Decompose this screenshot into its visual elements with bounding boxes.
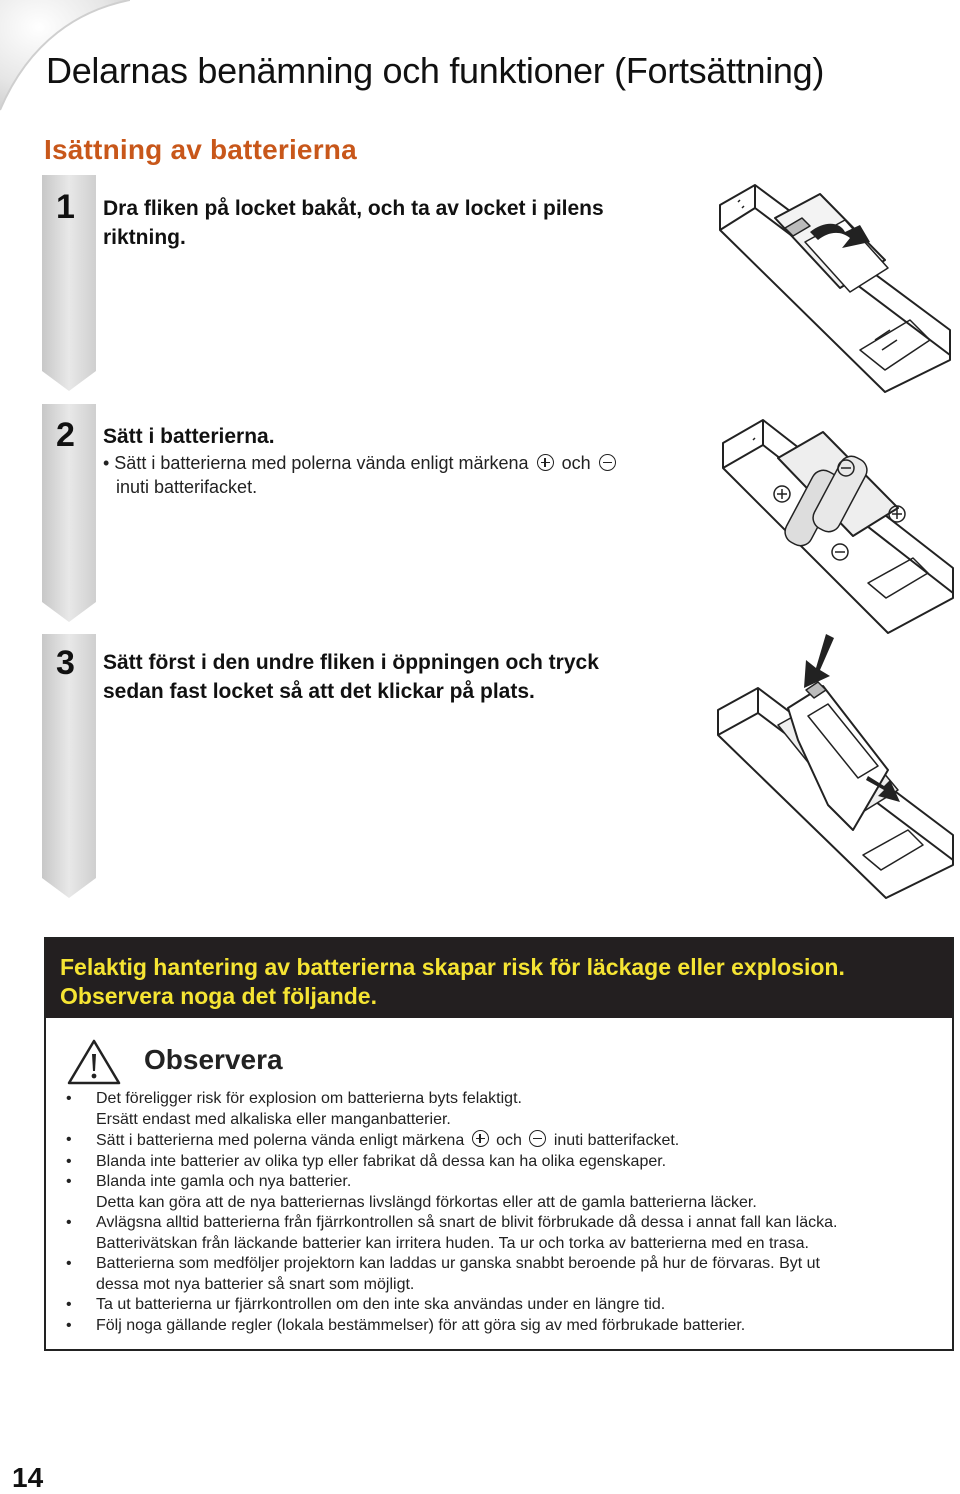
list-item-text: och (496, 1132, 522, 1149)
list-item (66, 1130, 946, 1152)
section-title: Isättning av batterierna (44, 134, 357, 165)
list-item-line: • Blanda inte gamla och nya batterier. (96, 1173, 352, 1190)
list-item-line: • Det föreligger risk för explosion om batterierna byts felaktigt. (96, 1090, 522, 1107)
step-3-line-2: sedan fast locket så att det klickar på plats. (103, 680, 535, 703)
list-item-line: Detta kan göra att de nya batteriernas livslängd förkortas eller att de gamla batterierna läcker. (96, 1193, 757, 1211)
step-2-number: 2 (56, 416, 75, 454)
caution-list (66, 1089, 946, 1336)
step-2-text (103, 422, 619, 499)
warning-box (44, 937, 954, 1351)
page-number: 14 (12, 1462, 44, 1493)
list-item (66, 1254, 946, 1295)
warning-headline-line-1: Felaktig hantering av batterierna skapar risk för läckage eller explosion. (60, 954, 845, 980)
step-1-number: 1 (56, 188, 75, 226)
minus-icon (599, 454, 616, 471)
list-item-line: Ersätt endast med alkaliska eller manganbatterier. (96, 1110, 451, 1128)
warning-triangle-icon (66, 1038, 122, 1086)
page-title: Delarnas benämning och funktioner (Fortsättning) (46, 50, 825, 91)
remote-cover-removal-illustration (710, 180, 960, 395)
caution-title: Observera (144, 1044, 283, 1075)
list-item-line (96, 1130, 946, 1152)
list-item (66, 1316, 946, 1337)
list-item-line: • Avlägsna alltid batterierna från fjärrkontrollen så snart de blivit förbrukade då dessa i annat fall kan läcka. (96, 1214, 838, 1231)
list-item-line: • Blanda inte batterier av olika typ eller fabrikat då dessa kan ha olika egenskaper. (96, 1152, 667, 1170)
list-item (66, 1295, 946, 1316)
plus-icon (472, 1130, 489, 1147)
caution-row (46, 1018, 952, 1078)
list-item-line: Batterivätskan från läckande batterier kan irritera huden. Ta ur och torka av batterierna med en trasa. (96, 1234, 809, 1252)
step-3-line-1: Sätt först i den undre fliken i öppningen och tryck (103, 651, 599, 674)
step-2-bullet (103, 451, 619, 475)
step-2-heading: Sätt i batterierna. (103, 425, 275, 448)
step-2-bullet-text: • Sätt i batterierna med polerna vända enligt märkena (103, 453, 529, 473)
cover-reattach-illustration (708, 630, 958, 902)
list-item-line: • Följ noga gällande regler (lokala bestämmelser) för att göra sig av med förbrukade batterier. (96, 1316, 746, 1334)
list-item-line: dessa mot nya batterier så snart som möjligt. (96, 1275, 415, 1293)
step-1-line-1: Dra fliken på locket bakåt, och ta av locket i pilens (103, 197, 604, 220)
step-2-bullet-och: och (561, 453, 591, 473)
list-item-text: inuti batterifacket. (553, 1132, 680, 1149)
list-item (66, 1172, 946, 1213)
list-item (66, 1089, 946, 1130)
list-item-line: • Batterierna som medföljer projektorn kan laddas ur ganska snabbt beroende på hur de förvaras. Byt ut (96, 1255, 820, 1272)
step-3-text (103, 648, 599, 706)
battery-insertion-illustration (718, 408, 958, 638)
step-2-bullet-line-2: inuti batterifacket. (116, 477, 258, 497)
step-3-number: 3 (56, 644, 75, 682)
plus-icon (537, 454, 554, 471)
step-1-line-2: riktning. (103, 226, 186, 249)
step-1-text (103, 194, 604, 252)
list-item (66, 1213, 946, 1254)
minus-icon (529, 1130, 546, 1147)
warning-headline (46, 939, 952, 1018)
list-item-line: • Ta ut batterierna ur fjärrkontrollen om den inte ska användas under en längre tid. (96, 1296, 666, 1313)
list-item (66, 1152, 946, 1173)
warning-headline-line-2: Observera noga det följande. (60, 983, 377, 1009)
list-item-text: Sätt i batterierna med polerna vända enligt märkena (96, 1132, 465, 1149)
